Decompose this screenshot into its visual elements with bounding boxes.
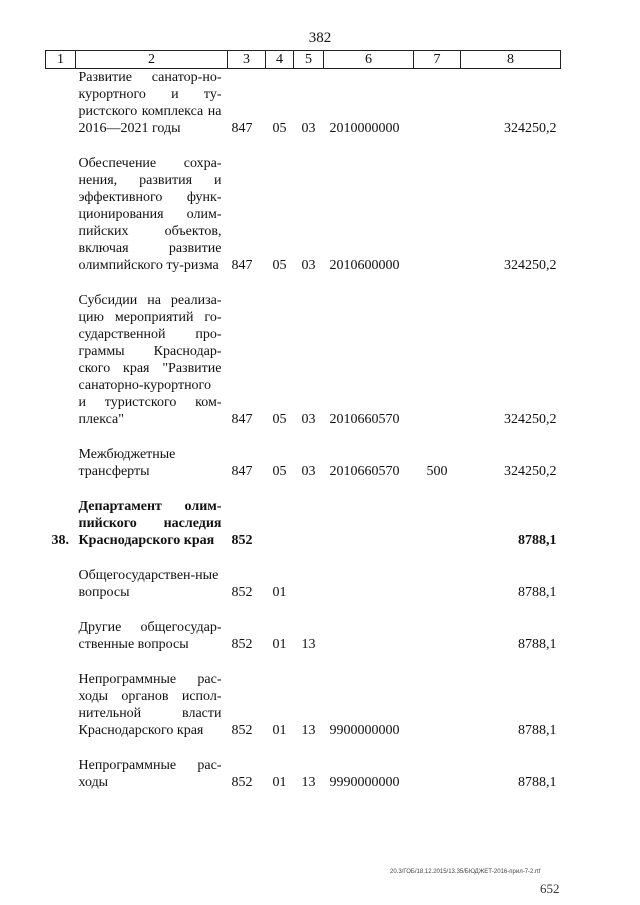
row-target-code: 2010600000 [329, 258, 400, 273]
row-ministry-code: 847 [231, 412, 253, 427]
row-name: Другие общегосудар-ственные вопросы [78, 620, 222, 652]
header-col-5: 5 [294, 51, 324, 69]
header-col-1: 1 [46, 51, 76, 69]
row-expense-type [414, 567, 461, 601]
row-spacer-cell [46, 549, 561, 567]
row-spacer [46, 480, 561, 498]
row-section-code: 01 [272, 585, 287, 600]
row-spacer-cell [46, 137, 561, 155]
footer-file-reference: 20.3/ГОБ/18.12.2015/13.35/БЮДЖЕТ-2016-прил-7-2.rtf [390, 869, 541, 875]
budget-table [45, 50, 561, 791]
row-ministry-code: 852 [231, 775, 253, 790]
row-subsection-code: 13 [301, 723, 316, 738]
row-ministry-code: 852 [231, 585, 253, 600]
row-target-code: 9990000000 [329, 775, 400, 790]
row-amount: 324250,2 [504, 412, 557, 427]
row-spacer-cell [46, 653, 561, 671]
row-expense-type [414, 619, 461, 653]
table-header [46, 51, 561, 69]
row-spacer [46, 653, 561, 671]
row-amount: 324250,2 [504, 121, 557, 136]
row-ministry-code: 852 [231, 723, 253, 738]
row-number [46, 619, 76, 653]
header-col-7: 7 [414, 51, 461, 69]
row-spacer-cell [46, 428, 561, 446]
row-section-code: 05 [272, 121, 287, 136]
row-number [46, 292, 76, 428]
row-name: Общегосударствен-ные вопросы [78, 568, 219, 600]
row-number [46, 155, 76, 274]
row-number: 38. [51, 533, 69, 548]
row-ministry-code: 847 [231, 464, 253, 479]
row-amount: 324250,2 [504, 464, 557, 479]
row-amount: 8788,1 [518, 637, 557, 652]
row-number [46, 446, 76, 480]
row-ministry-code: 852 [231, 533, 253, 548]
row-section-code: 01 [272, 775, 287, 790]
row-section-code: 05 [272, 412, 287, 427]
row-spacer [46, 549, 561, 567]
header-col-6: 6 [324, 51, 414, 69]
row-target-code [324, 619, 414, 653]
row-subsection-code: 03 [301, 121, 316, 136]
row-section-code: 01 [272, 637, 287, 652]
row-section-code: 01 [272, 723, 287, 738]
row-target-code: 2010000000 [329, 121, 400, 136]
row-spacer-cell [46, 480, 561, 498]
row-subsection-code: 13 [301, 637, 316, 652]
row-spacer-cell [46, 739, 561, 757]
row-spacer [46, 137, 561, 155]
row-name: Субсидии на реализа-цию мероприятий го-сударственной про-граммы Краснодар-ского края "Развитие санаторно-курортного и туристского ком-плекса" [78, 293, 222, 427]
row-name: Департамент олим-пийского наследия Краснодарского края [78, 499, 222, 548]
table-row [46, 155, 561, 274]
row-subsection-code: 03 [301, 464, 316, 479]
header-col-4: 4 [266, 51, 294, 69]
row-amount: 8788,1 [518, 533, 557, 548]
row-name: Межбюджетные трансферты [78, 447, 176, 479]
row-subsection-code: 03 [301, 258, 316, 273]
row-amount: 8788,1 [518, 723, 557, 738]
row-expense-type [414, 671, 461, 739]
row-number [46, 567, 76, 601]
table-row [46, 292, 561, 428]
row-spacer [46, 601, 561, 619]
row-name: Развитие санатор-но-курортного и ту-ристского комплекса на 2016—2021 годы [78, 70, 222, 136]
row-subsection-code [294, 567, 324, 601]
row-target-code: 2010660570 [329, 464, 400, 479]
row-spacer [46, 739, 561, 757]
row-amount: 8788,1 [518, 585, 557, 600]
row-section-code: 05 [272, 258, 287, 273]
row-section-code [266, 498, 294, 549]
page-number-bottom: 652 [540, 881, 560, 896]
row-name: Непрограммные рас-ходы [78, 758, 222, 790]
table-row [46, 671, 561, 739]
row-target-code [324, 498, 414, 549]
row-spacer-cell [46, 274, 561, 292]
row-expense-type [414, 69, 461, 138]
row-spacer [46, 274, 561, 292]
row-spacer [46, 428, 561, 446]
row-expense-type [414, 292, 461, 428]
row-ministry-code: 852 [231, 637, 253, 652]
header-col-2: 2 [76, 51, 228, 69]
row-subsection-code: 13 [301, 775, 316, 790]
row-ministry-code: 847 [231, 121, 253, 136]
row-target-code: 9900000000 [329, 723, 400, 738]
row-target-code: 2010660570 [329, 412, 400, 427]
table-row [46, 69, 561, 138]
row-expense-type [414, 155, 461, 274]
table-row [46, 567, 561, 601]
row-amount: 8788,1 [518, 775, 557, 790]
header-row [46, 51, 561, 69]
table-row [46, 619, 561, 653]
header-col-3: 3 [228, 51, 266, 69]
row-expense-type [414, 498, 461, 549]
row-expense-type: 500 [426, 464, 448, 479]
row-number [46, 671, 76, 739]
row-name: Обеспечение сохра-нения, развития и эффективного функ-ционирования олим-пийских объектов, включая развитие олимпийского ту-ризма [78, 156, 222, 273]
row-subsection-code [294, 498, 324, 549]
row-name: Непрограммные рас-ходы органов испол-нительной власти Краснодарского края [78, 672, 222, 738]
row-section-code: 05 [272, 464, 287, 479]
row-expense-type [414, 757, 461, 791]
table-row [46, 446, 561, 480]
table-row [46, 757, 561, 791]
page-number-top: 382 [308, 30, 332, 46]
row-target-code [324, 567, 414, 601]
header-col-8: 8 [461, 51, 561, 69]
row-number [46, 69, 76, 138]
row-subsection-code: 03 [301, 412, 316, 427]
row-spacer-cell [46, 601, 561, 619]
row-ministry-code: 847 [231, 258, 253, 273]
table-row [46, 498, 561, 549]
table-body [46, 69, 561, 792]
row-number [46, 757, 76, 791]
row-amount: 324250,2 [504, 258, 557, 273]
